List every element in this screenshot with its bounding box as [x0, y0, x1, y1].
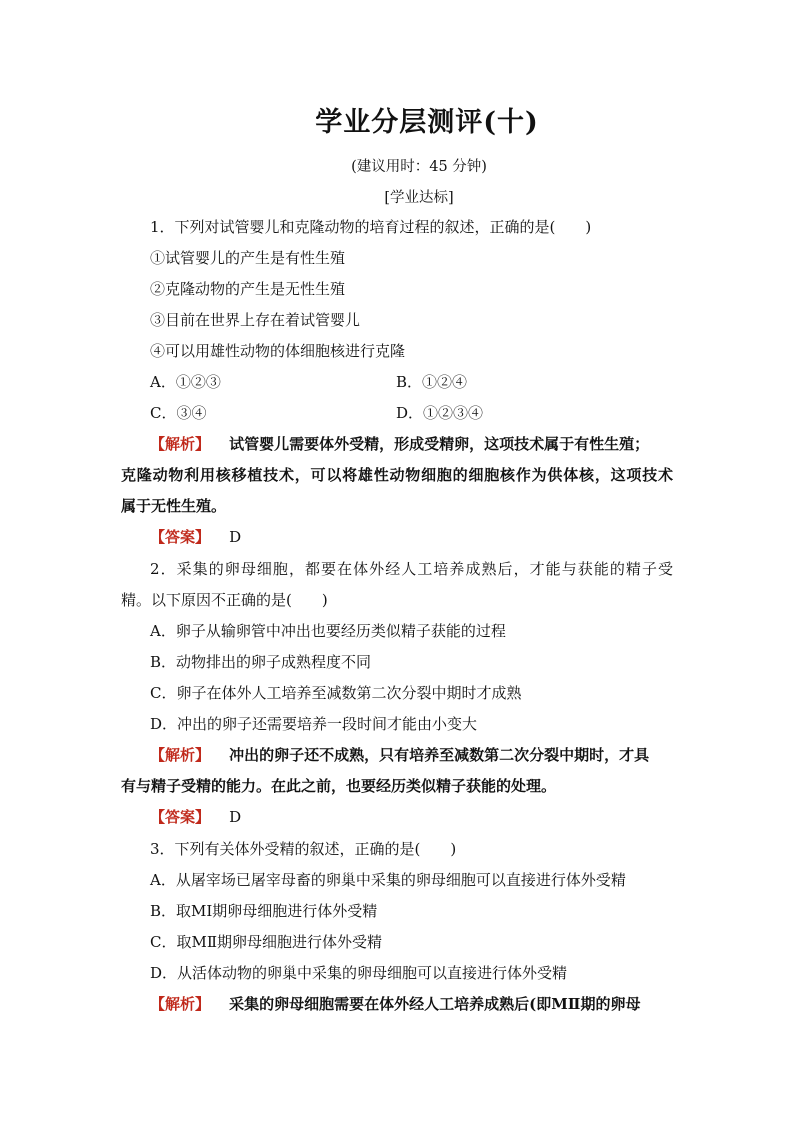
q1-stem: 1．下列对试管婴儿和克隆动物的培育过程的叙述，正确的是( ): [150, 218, 592, 236]
q1-answer-line: [150, 527, 241, 547]
analysis-label: 【解析】: [150, 995, 211, 1013]
q2-answer: D: [229, 808, 242, 826]
q2-analysis-text-1: 冲出的卵子还不成熟，只有培养至减数第二次分裂中期时，才具: [229, 746, 650, 764]
q1-option-d: D．①②③④: [396, 404, 484, 422]
q1-option-a: A．①②③: [150, 373, 221, 391]
q1-analysis-line-3: 属于无性生殖。: [121, 497, 227, 515]
time-note: (建议用时：45 分钟): [351, 159, 487, 175]
q1-option-b: B．①②④: [396, 373, 468, 391]
q3-option-a: A．从屠宰场已屠宰母畜的卵巢中采集的卵母细胞可以直接进行体外受精: [150, 871, 626, 889]
q1-analysis-line-2: 克隆动物利用核移植技术，可以将雄性动物细胞的细胞核作为供体核，这项技术: [121, 466, 673, 484]
q3-option-b: B．取MⅠ期卵母细胞进行体外受精: [150, 902, 378, 920]
q2-analysis-line-1: [150, 745, 649, 765]
q1-analysis-text-1: 试管婴儿需要体外受精，形成受精卵，这项技术属于有性生殖；: [229, 435, 650, 453]
q3-option-c: C．取MⅡ期卵母细胞进行体外受精: [150, 933, 383, 951]
q2-answer-line: [150, 807, 241, 827]
q1-answer: D: [229, 528, 242, 546]
q1-option-c: C．③④: [150, 404, 207, 422]
q3-analysis-line-1: [150, 994, 640, 1014]
analysis-label: 【解析】: [150, 435, 211, 453]
page-title: 学业分层测评(十): [315, 107, 539, 138]
q2-option-b: B．动物排出的卵子成熟程度不同: [150, 653, 372, 671]
analysis-label: 【解析】: [150, 746, 211, 764]
q2-stem-line-2: 精。以下原因不正确的是( ): [121, 591, 328, 609]
section-heading: [学业达标]: [384, 190, 454, 206]
q1-analysis-line-1: [150, 434, 649, 454]
q1-statement-1: ①试管婴儿的产生是有性生殖: [150, 249, 346, 267]
q1-statement-2: ②克隆动物的产生是无性生殖: [150, 280, 346, 298]
q2-analysis-line-2: 有与精子受精的能力。在此之前，也要经历类似精子获能的处理。: [121, 777, 557, 795]
answer-label: 【答案】: [150, 528, 211, 546]
q3-option-d: D．从活体动物的卵巢中采集的卵母细胞可以直接进行体外受精: [150, 964, 568, 982]
q1-statement-3: ③目前在世界上存在着试管婴儿: [150, 311, 361, 329]
q2-stem-line-1: 2．采集的卵母细胞，都要在体外经人工培养成熟后，才能与获能的精子受: [150, 560, 673, 578]
q2-option-c: C．卵子在体外人工培养至减数第二次分裂中期时才成熟: [150, 684, 522, 702]
q1-statement-4: ④可以用雄性动物的体细胞核进行克隆: [150, 342, 406, 360]
q3-analysis-text-1: 采集的卵母细胞需要在体外经人工培养成熟后(即MⅡ期的卵母: [229, 995, 641, 1013]
q3-stem: 3．下列有关体外受精的叙述，正确的是( ): [150, 840, 457, 858]
answer-label: 【答案】: [150, 808, 211, 826]
q2-option-d: D．冲出的卵子还需要培养一段时间才能由小变大: [150, 715, 478, 733]
q2-option-a: A．卵子从输卵管中冲出也要经历类似精子获能的过程: [150, 622, 506, 640]
